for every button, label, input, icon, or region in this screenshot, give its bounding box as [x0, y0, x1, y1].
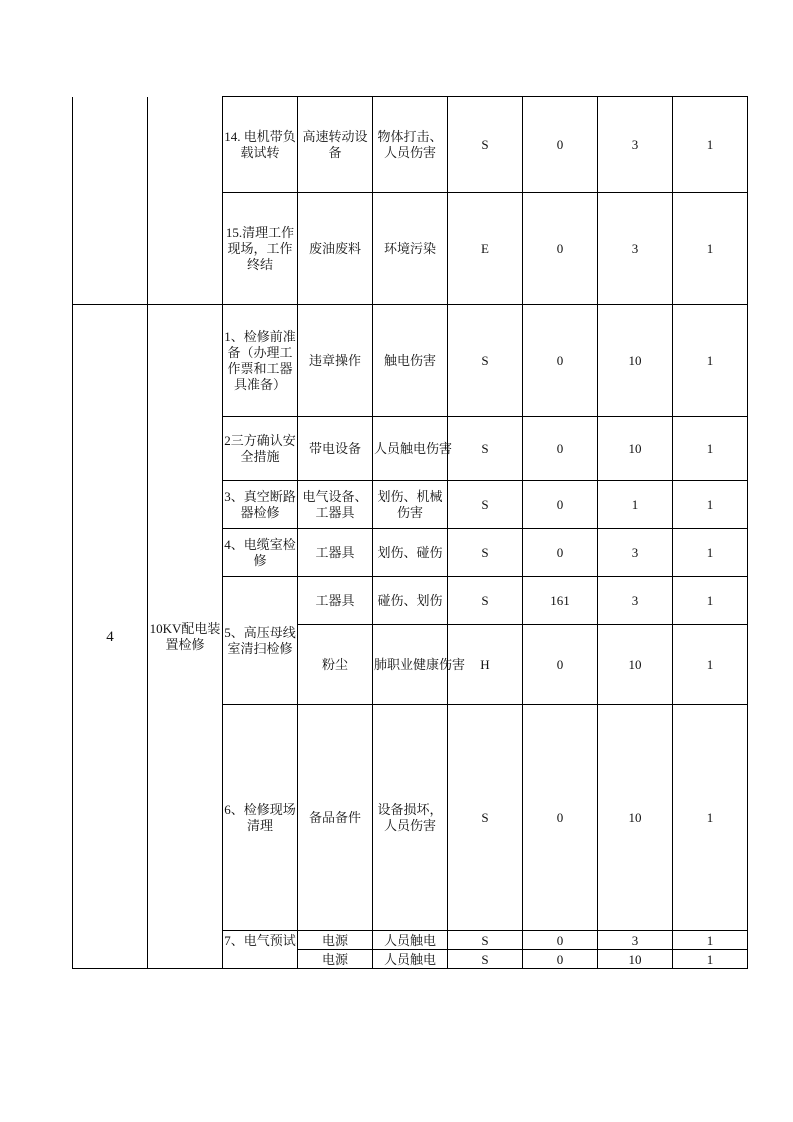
value-cell: 1 [673, 950, 748, 969]
consequence-cell: 人员触电伤害 [373, 417, 448, 481]
consequence-cell: 物体打击、人员伤害 [373, 97, 448, 193]
consequence-cell: 肺职业健康伤害 [373, 625, 448, 705]
table-row [73, 97, 748, 193]
value-cell: 10 [598, 625, 673, 705]
value-cell: 1 [673, 529, 748, 577]
step-cell: 14. 电机带负载试转 [223, 97, 298, 193]
value-cell: 1 [673, 97, 748, 193]
value-cell: 10 [598, 705, 673, 931]
value-cell: 10 [598, 417, 673, 481]
value-cell: 1 [673, 305, 748, 417]
name-cell [148, 97, 223, 305]
type-cell: S [448, 577, 523, 625]
value-cell: 0 [523, 931, 598, 950]
value-cell: 1 [673, 931, 748, 950]
no-cell [73, 97, 148, 305]
value-cell: 3 [598, 193, 673, 305]
consequence-cell: 设备损坏，人员伤害 [373, 705, 448, 931]
value-cell: 0 [523, 193, 598, 305]
value-cell: 1 [673, 625, 748, 705]
value-cell: 0 [523, 529, 598, 577]
hazard-cell: 带电设备 [298, 417, 373, 481]
value-cell: 1 [673, 417, 748, 481]
consequence-cell: 环境污染 [373, 193, 448, 305]
value-cell: 3 [598, 577, 673, 625]
consequence-cell: 触电伤害 [373, 305, 448, 417]
hazard-cell: 高速转动设备 [298, 97, 373, 193]
step-cell: 7、电气预试 [223, 931, 298, 969]
step-cell: 6、检修现场清理 [223, 705, 298, 931]
consequence-cell: 人员触电 [373, 950, 448, 969]
type-cell: S [448, 705, 523, 931]
type-cell: S [448, 97, 523, 193]
value-cell: 3 [598, 931, 673, 950]
type-cell: S [448, 417, 523, 481]
value-cell: 0 [523, 305, 598, 417]
value-cell: 0 [523, 417, 598, 481]
hazard-cell: 工器具 [298, 577, 373, 625]
consequence-cell: 划伤、碰伤 [373, 529, 448, 577]
hazard-cell: 电气设备、工器具 [298, 481, 373, 529]
step-cell: 4、电缆室检修 [223, 529, 298, 577]
step-cell: 2三方确认安全措施 [223, 417, 298, 481]
value-cell: 0 [523, 97, 598, 193]
hazard-cell: 废油废料 [298, 193, 373, 305]
value-cell: 10 [598, 305, 673, 417]
hazard-cell: 粉尘 [298, 625, 373, 705]
value-cell: 1 [673, 577, 748, 625]
type-cell: S [448, 305, 523, 417]
value-cell: 0 [523, 625, 598, 705]
consequence-cell: 碰伤、划伤 [373, 577, 448, 625]
hazard-cell: 电源 [298, 950, 373, 969]
value-cell: 1 [598, 481, 673, 529]
value-cell: 161 [523, 577, 598, 625]
table-row [73, 305, 748, 417]
value-cell: 10 [598, 950, 673, 969]
group-no-cell: 4 [73, 305, 148, 969]
group-name-cell: 10KV配电装置检修 [148, 305, 223, 969]
hazard-cell: 备品备件 [298, 705, 373, 931]
consequence-cell: 划伤、机械伤害 [373, 481, 448, 529]
value-cell: 1 [673, 193, 748, 305]
hazard-cell: 电源 [298, 931, 373, 950]
step-cell: 5、高压母线室清扫检修 [223, 577, 298, 705]
risk-table [72, 96, 748, 969]
value-cell: 1 [673, 481, 748, 529]
step-cell: 15.清理工作现场，工作终结 [223, 193, 298, 305]
value-cell: 0 [523, 481, 598, 529]
step-cell: 1、检修前准备（办理工作票和工器具准备） [223, 305, 298, 417]
value-cell: 3 [598, 97, 673, 193]
value-cell: 3 [598, 529, 673, 577]
type-cell: E [448, 193, 523, 305]
type-cell: H [448, 625, 523, 705]
type-cell: S [448, 931, 523, 950]
type-cell: S [448, 481, 523, 529]
type-cell: S [448, 950, 523, 969]
value-cell: 0 [523, 705, 598, 931]
value-cell: 1 [673, 705, 748, 931]
step-cell: 3、真空断路器检修 [223, 481, 298, 529]
consequence-cell: 人员触电 [373, 931, 448, 950]
hazard-cell: 违章操作 [298, 305, 373, 417]
value-cell: 0 [523, 950, 598, 969]
type-cell: S [448, 529, 523, 577]
hazard-cell: 工器具 [298, 529, 373, 577]
